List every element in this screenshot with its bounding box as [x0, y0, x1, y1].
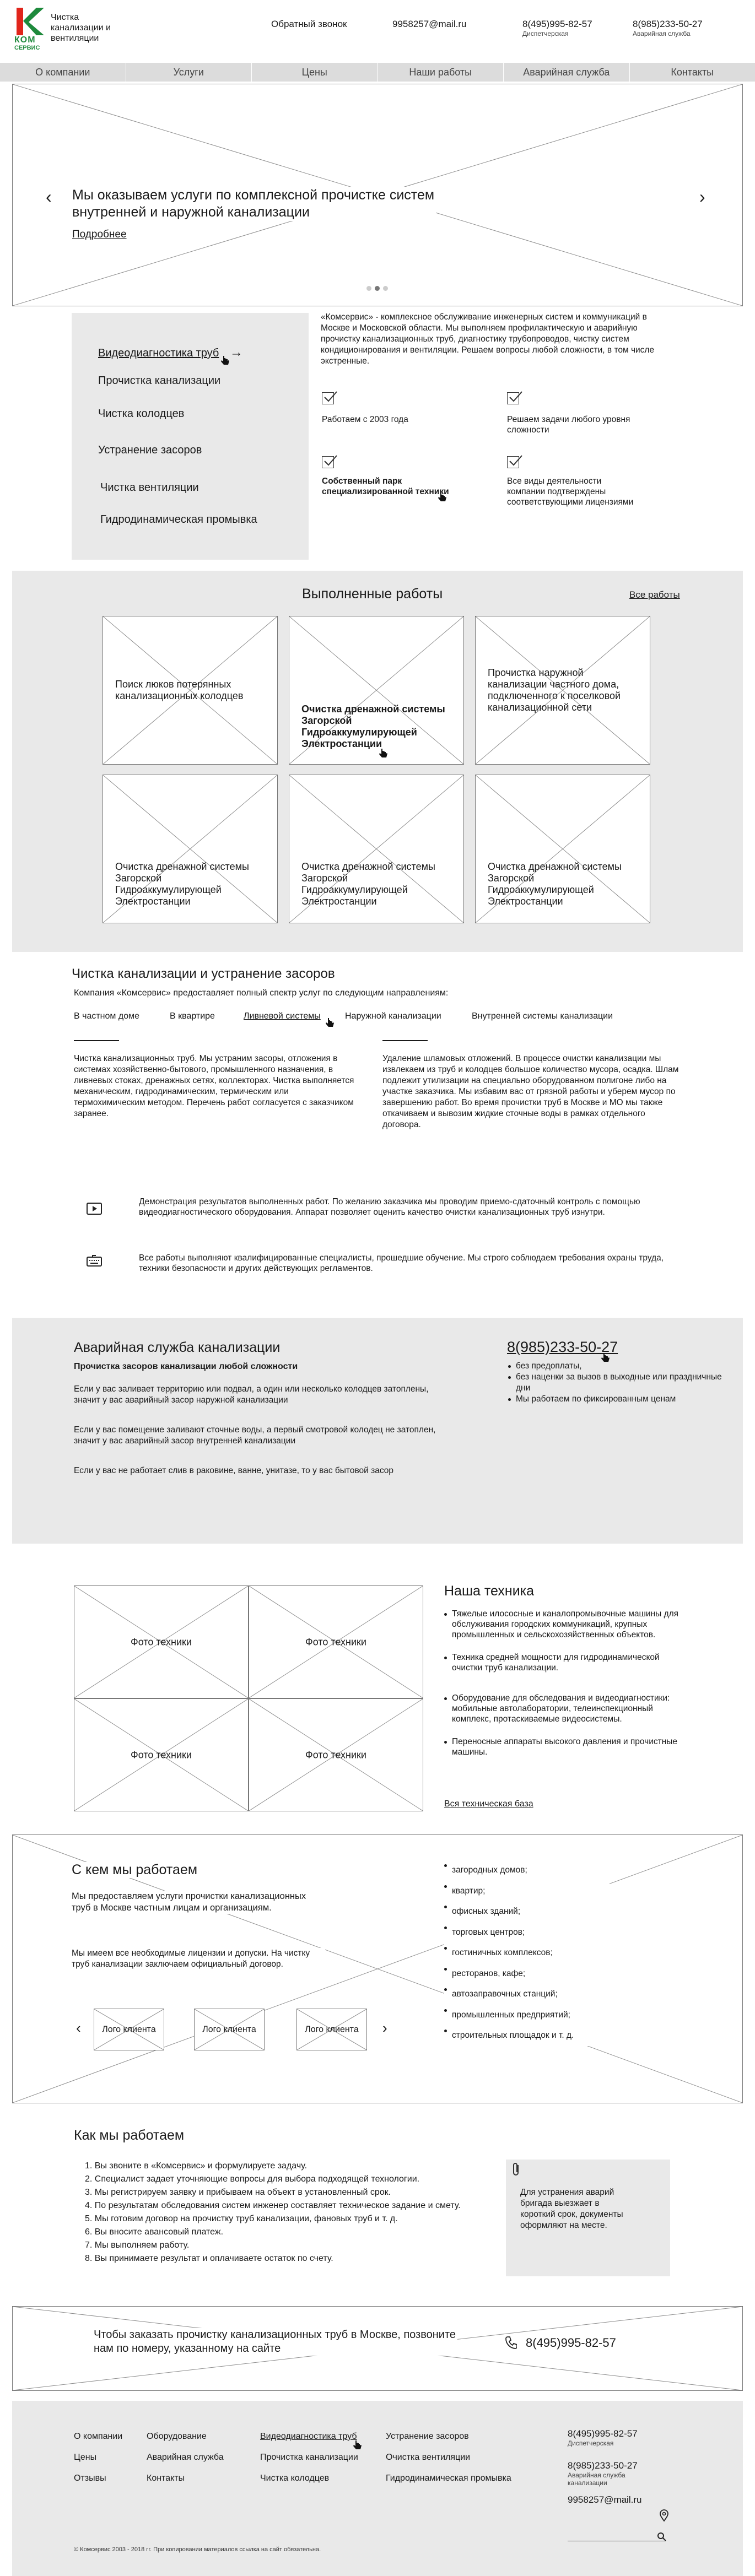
clients-list — [444, 1860, 610, 2046]
equipment-photo[interactable] — [249, 1585, 423, 1698]
all-works-link[interactable]: Все работы — [629, 589, 680, 600]
arrow-right-icon: → — [229, 345, 243, 360]
step-item: 3. Мы регистрируем заявку и прибываем на объект в установленный срок. — [85, 2188, 391, 2197]
check-icon — [322, 392, 334, 404]
hero-slider — [12, 84, 743, 306]
cta-phone[interactable]: 8(495)995-82-57 — [526, 2336, 616, 2350]
service-link[interactable]: Гидродинамическая промывка — [100, 513, 257, 526]
slider-next-button[interactable]: › — [699, 187, 705, 207]
cursor-icon — [353, 2439, 363, 2451]
emergency-title: Аварийная служба канализации — [74, 1340, 281, 1355]
note-staff: Все работы выполняют квалифицированные специалисты, прошедшие обучение. Мы строго соблюдаем требования охраны труда, техники безопасности и других действующих регламентов. — [139, 1253, 664, 1273]
phone-label: Аварийная служба канализации — [568, 2471, 625, 2487]
equipment-all-link[interactable]: Вся техническая база — [444, 1799, 533, 1809]
check-icon — [507, 456, 519, 468]
photo-caption: Фото техники — [305, 1749, 366, 1760]
emergency-p1: Если у вас заливает территорию или подвал, а один или несколько колодцев затоплены, значит у вас аварийный засор наружной канализации — [74, 1384, 429, 1405]
client-logo[interactable] — [296, 2009, 367, 2050]
feature-text: Решаем задачи любого уровня сложности — [507, 415, 630, 435]
works-title: Выполненные работы — [302, 586, 443, 602]
logo[interactable] — [14, 6, 47, 53]
how-steps — [85, 2160, 482, 2265]
equipment-list — [444, 1609, 681, 1757]
tab-active[interactable]: Ливневой системы — [244, 1011, 321, 1021]
copyright: © Комсервис 2003 - 2018 гг. При копировании материалов ссылка на сайт обязательна. — [74, 2546, 321, 2553]
hero-more-link[interactable]: Подробнее — [72, 229, 127, 240]
footer-link[interactable]: Оборудование — [147, 2432, 207, 2441]
footer-link[interactable]: Отзывы — [74, 2474, 106, 2483]
photo-caption: Фото техники — [131, 1636, 192, 1647]
logo-text-1: КОМ — [14, 35, 36, 45]
video-icon — [86, 1202, 103, 1216]
footer-link[interactable]: Гидродинамическая промывка — [386, 2474, 511, 2483]
list-item: строительных площадок и т. д. — [444, 2025, 610, 2046]
logo-text-2: СЕРВИС — [14, 45, 40, 51]
search-icon[interactable] — [657, 2532, 667, 2542]
list-item: Техника средней мощности для гидродинамической очистки труб канализации. — [444, 1652, 681, 1673]
main-nav — [0, 63, 755, 82]
list-item: автозаправочных станций; — [444, 1984, 610, 2005]
how-title: Как мы работаем — [74, 2128, 185, 2143]
footer-link-active[interactable]: Видеодиагностика труб — [260, 2432, 357, 2441]
slider-dot[interactable] — [383, 286, 388, 291]
service-link[interactable]: Устранение засоров — [98, 444, 202, 456]
bullet-item: без наценки за вызов в выходные или праздничные дни — [508, 1372, 729, 1394]
slider-dot[interactable] — [366, 286, 371, 291]
cursor-icon — [220, 355, 230, 367]
phone-label: Аварийная служба — [633, 30, 691, 37]
tab[interactable]: Наружной канализации — [345, 1011, 441, 1021]
logo-caption: Лого клиента — [202, 2025, 256, 2034]
footer-link[interactable]: Аварийная служба — [147, 2453, 224, 2462]
work-caption: Очистка дренажной системы Загорской Гидроаккумулирующей Электростанции — [488, 861, 622, 907]
footer-col-1 — [74, 2426, 122, 2489]
cursor-icon — [438, 491, 447, 504]
service-label: Видеодиагностика труб — [98, 347, 219, 359]
equipment-photo[interactable] — [74, 1585, 249, 1698]
location-pin-icon[interactable] — [659, 2509, 669, 2522]
list-item: офисных зданий; — [444, 1901, 610, 1922]
tab[interactable]: В частном доме — [74, 1011, 139, 1021]
header-phone-dispatch — [522, 19, 592, 37]
client-logo[interactable] — [194, 2009, 265, 2050]
footer-link[interactable]: Цены — [74, 2453, 97, 2462]
footer-contacts — [568, 2428, 641, 2505]
cta-text: Чтобы заказать прочистку канализационных труб в Москве, позвоните нам по номеру, указанному на сайте — [94, 2328, 457, 2356]
step-item: 6. Вы вносите авансовый платеж. — [85, 2227, 224, 2237]
client-logo[interactable] — [94, 2009, 164, 2050]
callback-link[interactable]: Обратный звонок — [271, 19, 347, 29]
equipment-photo[interactable] — [249, 1698, 423, 1811]
work-card[interactable] — [103, 616, 278, 765]
cursor-icon — [325, 1017, 335, 1029]
step-item: 4. По результатам обследования систем инженер составляет техническое задание и смету. — [85, 2201, 461, 2210]
clients-p1: Мы предоставляем услуги прочистки канализационных труб в Москве частным лицам и организациям. — [72, 1891, 320, 1914]
header-phone-emergency — [633, 19, 703, 37]
footer-link[interactable]: Прочистка канализации — [260, 2453, 358, 2462]
check-icon — [322, 456, 334, 468]
logos-next-button[interactable]: › — [382, 2020, 387, 2036]
divider — [74, 1040, 119, 1041]
footer-link[interactable]: Чистка колодцев — [260, 2474, 330, 2483]
check-icon — [507, 392, 519, 404]
list-item: Переносные аппараты высокого давления и прочистные машины. — [444, 1736, 681, 1757]
work-card[interactable] — [289, 616, 464, 765]
slider-prev-button[interactable]: ‹ — [46, 187, 52, 207]
logo-caption: Лого клиента — [305, 2025, 359, 2034]
work-caption: Поиск люков потерянных канализационных колодцев — [115, 679, 244, 701]
logos-prev-button[interactable]: ‹ — [76, 2020, 81, 2036]
nav-item[interactable]: Цены — [252, 63, 378, 82]
tab[interactable]: В квартире — [170, 1011, 215, 1021]
emergency-p3: Если у вас не работает слив в раковине, ванне, унитазе, то у вас бытовой засор — [74, 1466, 393, 1475]
logo-caption: Лого клиента — [102, 2025, 156, 2034]
photo-caption: Фото техники — [131, 1749, 192, 1760]
work-caption: Очистка дренажной системы Загорской Гидроаккумулирующей Электростанции — [301, 861, 435, 907]
footer-link[interactable]: О компании — [74, 2432, 123, 2441]
how-note: Для устранения аварий бригада выезжает в короткий срок, документы оформляют на месте. — [520, 2188, 623, 2230]
feature-text: Собственный парк специализированной техники — [322, 477, 449, 496]
footer-link[interactable]: Контакты — [147, 2474, 185, 2483]
bullet-item: Мы работаем по фиксированным ценам — [508, 1394, 729, 1405]
emergency-phone[interactable]: 8(985)233-50-27 — [507, 1339, 618, 1355]
cleaning-title: Чистка канализации и устранение засоров — [72, 966, 335, 981]
work-card[interactable] — [475, 616, 650, 765]
step-item: 8. Вы принимаете результат и оплачиваете остаток по счету. — [85, 2254, 333, 2263]
work-caption: Очистка дренажной системы Загорской Гидроаккумулирующей Электростанции — [301, 703, 445, 749]
phone-label: Диспетчерская — [522, 30, 569, 37]
phone[interactable]: 8(495)995-82-57 — [568, 2428, 638, 2439]
work-caption: Очистка дренажной системы Загорской Гидроаккумулирующей Электростанции — [115, 861, 249, 907]
emergency-subtitle: Прочистка засоров канализации любой сложности — [74, 1362, 298, 1371]
feature-text: Все виды деятельности компании подтверждены соответствующими лицензиями — [507, 477, 634, 507]
work-card[interactable] — [103, 775, 278, 923]
tab[interactable]: Внутренней системы канализации — [472, 1011, 613, 1021]
feature-text: Работаем с 2003 года — [322, 415, 408, 424]
slider-dots — [366, 286, 388, 291]
footer-col-2 — [147, 2426, 224, 2489]
footer-email[interactable]: 9958257@mail.ru — [568, 2494, 642, 2505]
slider-dot-active[interactable] — [375, 286, 380, 291]
list-item: Тяжелые илососные и каналопромывочные машины для обслуживания городских коммуникаций, крупных промышленных и сельскохозяйственных объектов. — [444, 1609, 681, 1640]
emergency-p2: Если у вас помещение заливают сточные воды, а первый смотровой колодец не затоплен, значит у вас аварийный засор внутренней канализации — [74, 1425, 436, 1446]
list-item: гостиничных комплексов; — [444, 1942, 610, 1963]
emergency-bullets — [508, 1361, 729, 1405]
note-video: Демонстрация результатов выполненных работ. По желанию заказчика мы проводим приемо-сдаточный контроль с помощью видеодиагностического оборудования. Аппарат позволяет оценить качество очистки канализационных труб изнутри. — [139, 1197, 640, 1217]
cleaning-col-1: Чистка канализационных труб. Мы устраним засоры, отложения в системах хозяйственно-бытового, промышленного назначения, в ливневых стоках, дренажных сетях, коллекторах. Чистка выполняется механическим, гидродинамическим, термическим или термохимическим методом. Перечень работ согласуется с заказчиком заранее. — [74, 1054, 354, 1118]
nav-item[interactable]: Контакты — [671, 67, 714, 78]
step-item: 2. Специалист задает уточняющие вопросы для выбора подходящей технологии. — [85, 2174, 420, 2184]
nav-item[interactable]: Наши работы — [378, 63, 504, 82]
photo-caption: Фото техники — [305, 1636, 366, 1647]
list-item: загородных домов; — [444, 1860, 610, 1881]
service-link[interactable]: Прочистка канализации — [98, 375, 221, 387]
step-item: 7. Мы выполняем работу. — [85, 2241, 190, 2250]
equipment-title: Наша техника — [444, 1583, 535, 1599]
service-link[interactable]: Чистка вентиляции — [100, 481, 199, 494]
work-caption: Прочистка наружной канализации частного дома, подключенного к поселковой канализационной сети — [488, 667, 621, 713]
list-item: торговых центров; — [444, 1922, 610, 1943]
phone-icon — [505, 2336, 517, 2350]
equipment-gallery — [74, 1585, 423, 1811]
footer-link[interactable]: Устранение засоров — [386, 2432, 469, 2441]
list-item: квартир; — [444, 1881, 610, 1902]
header-email[interactable]: 9958257@mail.ru — [392, 19, 467, 29]
cursor-icon — [379, 748, 389, 760]
list-item: промышленных предприятий; — [444, 2005, 610, 2026]
bullet-item: без предоплаты, — [508, 1361, 729, 1372]
footer-link[interactable]: Очистка вентиляции — [386, 2453, 471, 2462]
cleaning-col-2: Удаление шламовых отложений. В процессе очистки канализации мы извлекаем из труб и колодцев большое количество мусора, осадка. Шлам подлежит утилизации на специально оборудованном полигоне либо на участке заказчика. Мы избавим вас от грязной работы и уберем мусор по завершению работ. Во время прочистки труб в Москве и МО мы также откачиваем и вывозим жидкие сточные воды в рамках отдельного договора. — [382, 1054, 679, 1129]
nav-item[interactable]: Услуги — [126, 63, 252, 82]
service-link[interactable]: Чистка колодцев — [98, 408, 185, 420]
work-card[interactable] — [475, 775, 650, 923]
footer-col-3 — [260, 2426, 358, 2489]
phone[interactable]: 8(495)995-82-57 — [522, 19, 592, 29]
step-item: 1. Вы звоните в «Комсервис» и формулируете задачу. — [85, 2161, 308, 2171]
nav-item[interactable]: Аварийная служба — [504, 63, 630, 82]
cleaning-intro: Компания «Комсервис» предоставляет полный спектр услуг по следующим направлениям: — [74, 988, 449, 998]
list-item: ресторанов, кафе; — [444, 1963, 610, 1984]
tagline: Чистка канализации и вентиляции — [51, 13, 111, 43]
equipment-photo[interactable] — [74, 1698, 249, 1811]
clients-p2: Мы имеем все необходимые лицензии и допуски. На чистку труб канализации заключаем официальный договор. — [72, 1948, 325, 1970]
clients-title: С кем мы работаем — [72, 1862, 198, 1877]
paperclip-icon — [510, 2162, 522, 2178]
keyboard-icon — [86, 1254, 103, 1268]
about-text: «Комсервис» - комплексное обслуживание инженерных систем и коммуникаций в Москве и Московской области. Мы выполняем профилактическую и аварийную прочистку канализационных труб, диагностику трубопроводов, чистку систем кондиционирования и вентиляции. Решаем вопросы любой сложности, в том числе экстренные. — [321, 312, 655, 366]
nav-item[interactable]: О компании — [0, 63, 126, 82]
hero-title: Мы оказываем услуги по комплексной прочистке систем внутренней и наружной канализации — [72, 187, 436, 221]
phone-label: Диспетчерская — [568, 2439, 614, 2447]
phone[interactable]: 8(985)233-50-27 — [633, 19, 703, 29]
divider — [382, 1040, 428, 1041]
phone[interactable]: 8(985)233-50-27 — [568, 2460, 638, 2471]
work-card[interactable] — [289, 775, 464, 923]
list-item: Оборудование для обследования и видеодиагностики: мобильные автолаборатории, телеинспекционный комплекс, протаскиваемые видеосистемы. — [444, 1693, 681, 1724]
footer-col-4 — [386, 2426, 511, 2489]
step-item: 5. Мы готовим договор на прочистку труб канализации, фановых труб и т. д. — [85, 2214, 398, 2223]
